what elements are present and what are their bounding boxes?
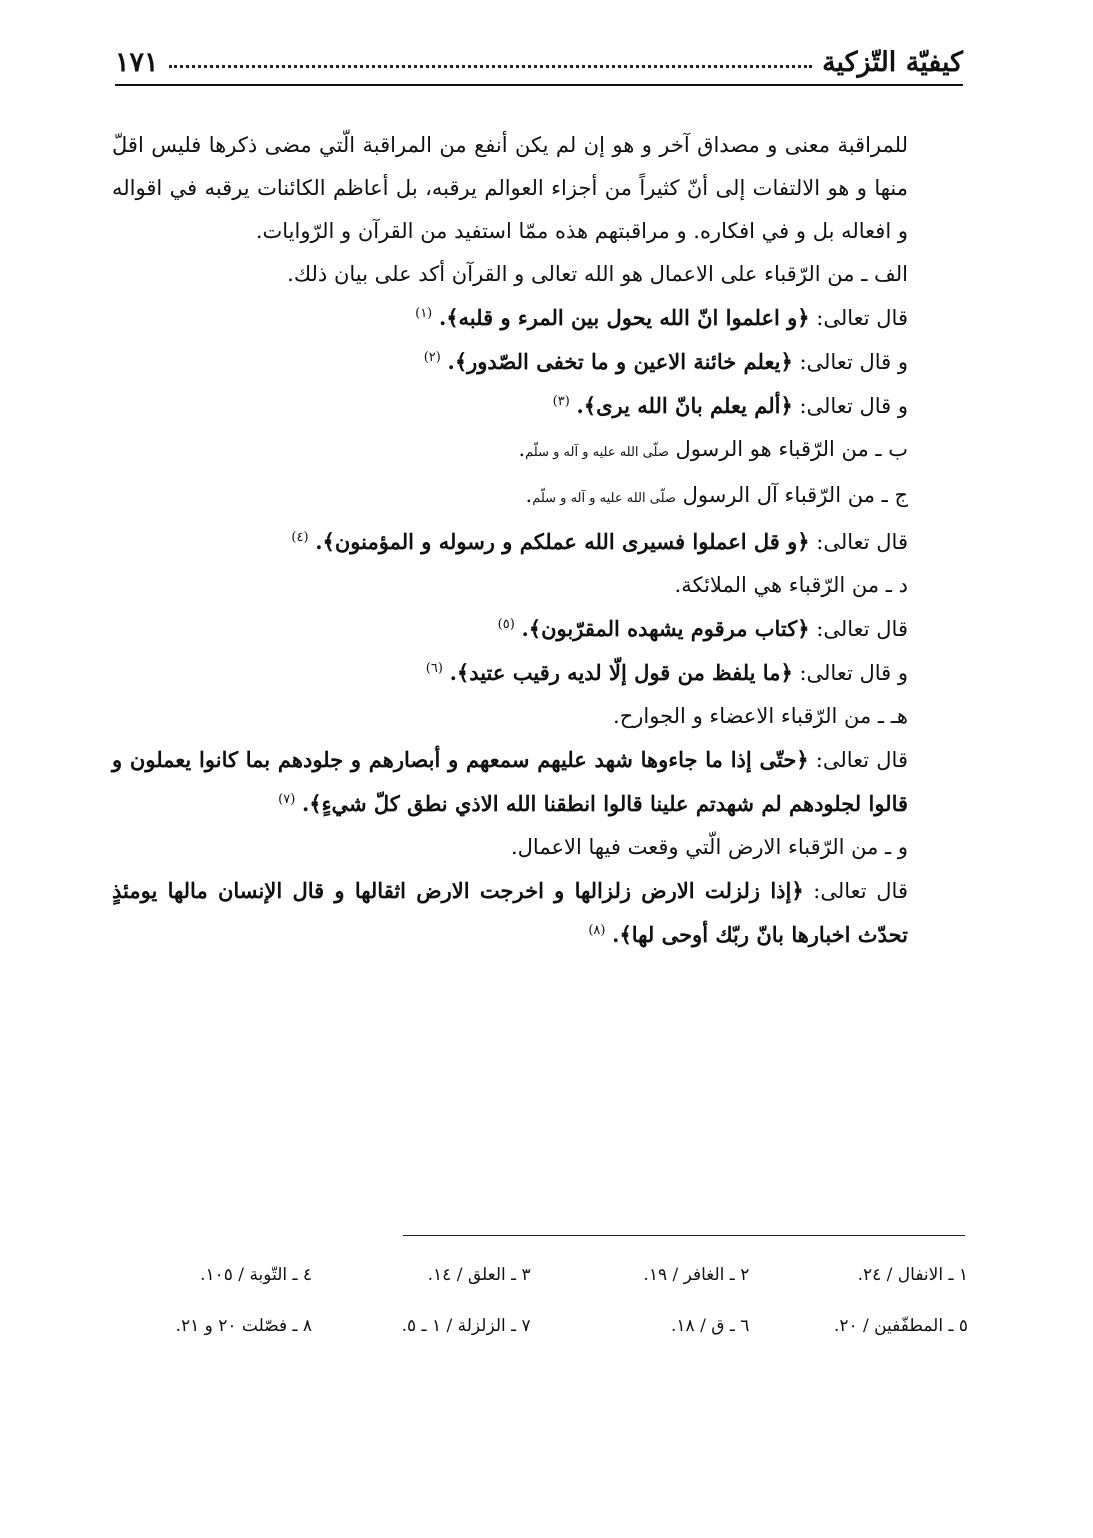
running-header [115,34,963,86]
quote-4-intro: قال تعالى: [816,530,908,554]
quote-6 [112,651,964,695]
quote-8 [112,869,964,957]
quote-3-verse: ﴿ألم يعلم بانّ الله يرى﴾. [576,393,793,418]
footnote-ref-2: (٢) [423,350,441,365]
quote-5-intro: قال تعالى: [816,617,908,641]
salawat-glyph: صلّى الله عليه و آله و سلّم [525,445,669,460]
section-ha: هـ ـ من الرّقباء الاعضاء و الجوارح. [613,704,908,728]
footnote-2: ٢ ـ الغافر / ١٩. [643,1265,750,1285]
footnote-ref-4: (٤) [291,530,309,545]
quote-8-verse: ﴿إذا زلزلت الارض زلزالها و اخرجت الارض اثقالها و قال الإنسان مالها يومئذٍ تحدّث اخبارها بانّ ربّك أوحى لها﴾. [112,878,908,947]
section-jim-text: ج ـ من الرّقباء آل الرسول [682,483,908,507]
footnote-3: ٣ ـ العلق / ١٤. [427,1265,531,1285]
footnote-row-1 [112,1262,968,1289]
footnote-1: ١ ـ الانفال / ٢٤. [857,1265,968,1285]
footnote-ref-6: (٦) [425,661,443,676]
section-waw: و ـ من الرّقباء الارض الّتي وقعت فيها الاعمال. [510,835,908,859]
footnote-ref-5: (٥) [497,617,515,632]
quote-3-intro: و قال تعالى: [799,394,908,418]
quote-5-verse: ﴿كتاب مرقوم يشهده المقرّبون﴾. [521,616,810,641]
footnote-5: ٥ ـ المطفّفين / ٢٠. [833,1316,968,1336]
quote-6-intro: و قال تعالى: [799,661,908,685]
footnote-6: ٦ ـ ق / ١٨. [671,1316,750,1336]
section-alef: الف ـ من الرّقباء على الاعمال هو الله تعالى و القرآن أكد على بيان ذلك. [287,262,908,286]
quote-2-verse: ﴿يعلم خائنة الاعين و ما تخفى الصّدور﴾. [447,349,793,374]
section-dal: د ـ من الرّقباء هي الملائكة. [674,573,908,597]
chapter-title: كيفيّة التّزكية [822,47,963,78]
quote-2 [112,340,964,384]
footnote-ref-7: (٧) [278,792,296,807]
salawat-glyph-2: صلّى الله عليه و آله و سلّم [532,491,676,506]
section-jim: ج ـ من الرّقباء آل الرسول صلّى الله عليه و آله و سلّم. [525,483,908,507]
quote-5 [112,607,964,651]
intro-paragraph: للمراقبة معنى و مصداق آخر و هو إن لم يكن أنفع من المراقبة الّتي مضى ذكرها فليس اقلّ منها و هو الالتفات إلى أنّ كثيراً من أجزاء العوالم يرقبه، بل أعاظم الكائنات يرقبه في اقواله و افعاله بل و في افكاره. و مراقبتهم هذه ممّا استفيد من القرآن و الرّوايات. [112,133,908,243]
quote-4-verse: ﴿و قل اعملوا فسيرى الله عملكم و رسوله و المؤمنون﴾. [315,529,810,554]
footnote-ref-8: (٨) [588,923,606,938]
footnote-8: ٨ ـ فصّلت ٢٠ و ٢١. [175,1316,313,1336]
quote-7 [112,738,964,826]
quote-1-intro: قال تعالى: [816,306,908,330]
quote-3 [112,384,964,428]
header-leader-dots [169,64,813,68]
section-ba-text: ب ـ من الرّقباء هو الرسول [675,437,908,461]
footnote-ref-1: (١) [415,306,433,321]
footnote-divider [403,1235,965,1236]
page-number: ١٧١ [115,47,159,78]
section-ba: ب ـ من الرّقباء هو الرسول صلّى الله عليه و آله و سلّم. [518,437,908,461]
footnote-row-2 [112,1313,968,1340]
footnotes [112,1262,968,1364]
footnote-ref-3: (٣) [552,394,570,409]
quote-1-verse: ﴿و اعلموا انّ الله يحول بين المرء و قلبه﴾. [438,305,810,330]
quote-7-verse: ﴿حتّى إذا ما جاءوها شهد عليهم سمعهم و أبصارهم و جلودهم بما كانوا يعملون و قالوا لجلودهم لم شهدتم علينا قالوا انطقنا الله الاذي نطق كلّ شيءٍ﴾. [112,747,908,816]
quote-4 [112,520,964,564]
footnote-7: ٧ ـ الزلزلة / ١ ـ ٥. [401,1316,531,1336]
quote-7-intro: قال تعالى: [815,748,908,772]
quote-8-intro: قال تعالى: [813,879,908,903]
footnote-4: ٤ ـ التّوبة / ١٠٥. [200,1265,313,1285]
main-text [112,124,964,957]
quote-6-verse: ﴿ما يلفظ من قول إلّا لديه رقيب عتيد﴾. [449,660,793,685]
quote-2-intro: و قال تعالى: [799,350,908,374]
quote-1 [112,296,964,340]
